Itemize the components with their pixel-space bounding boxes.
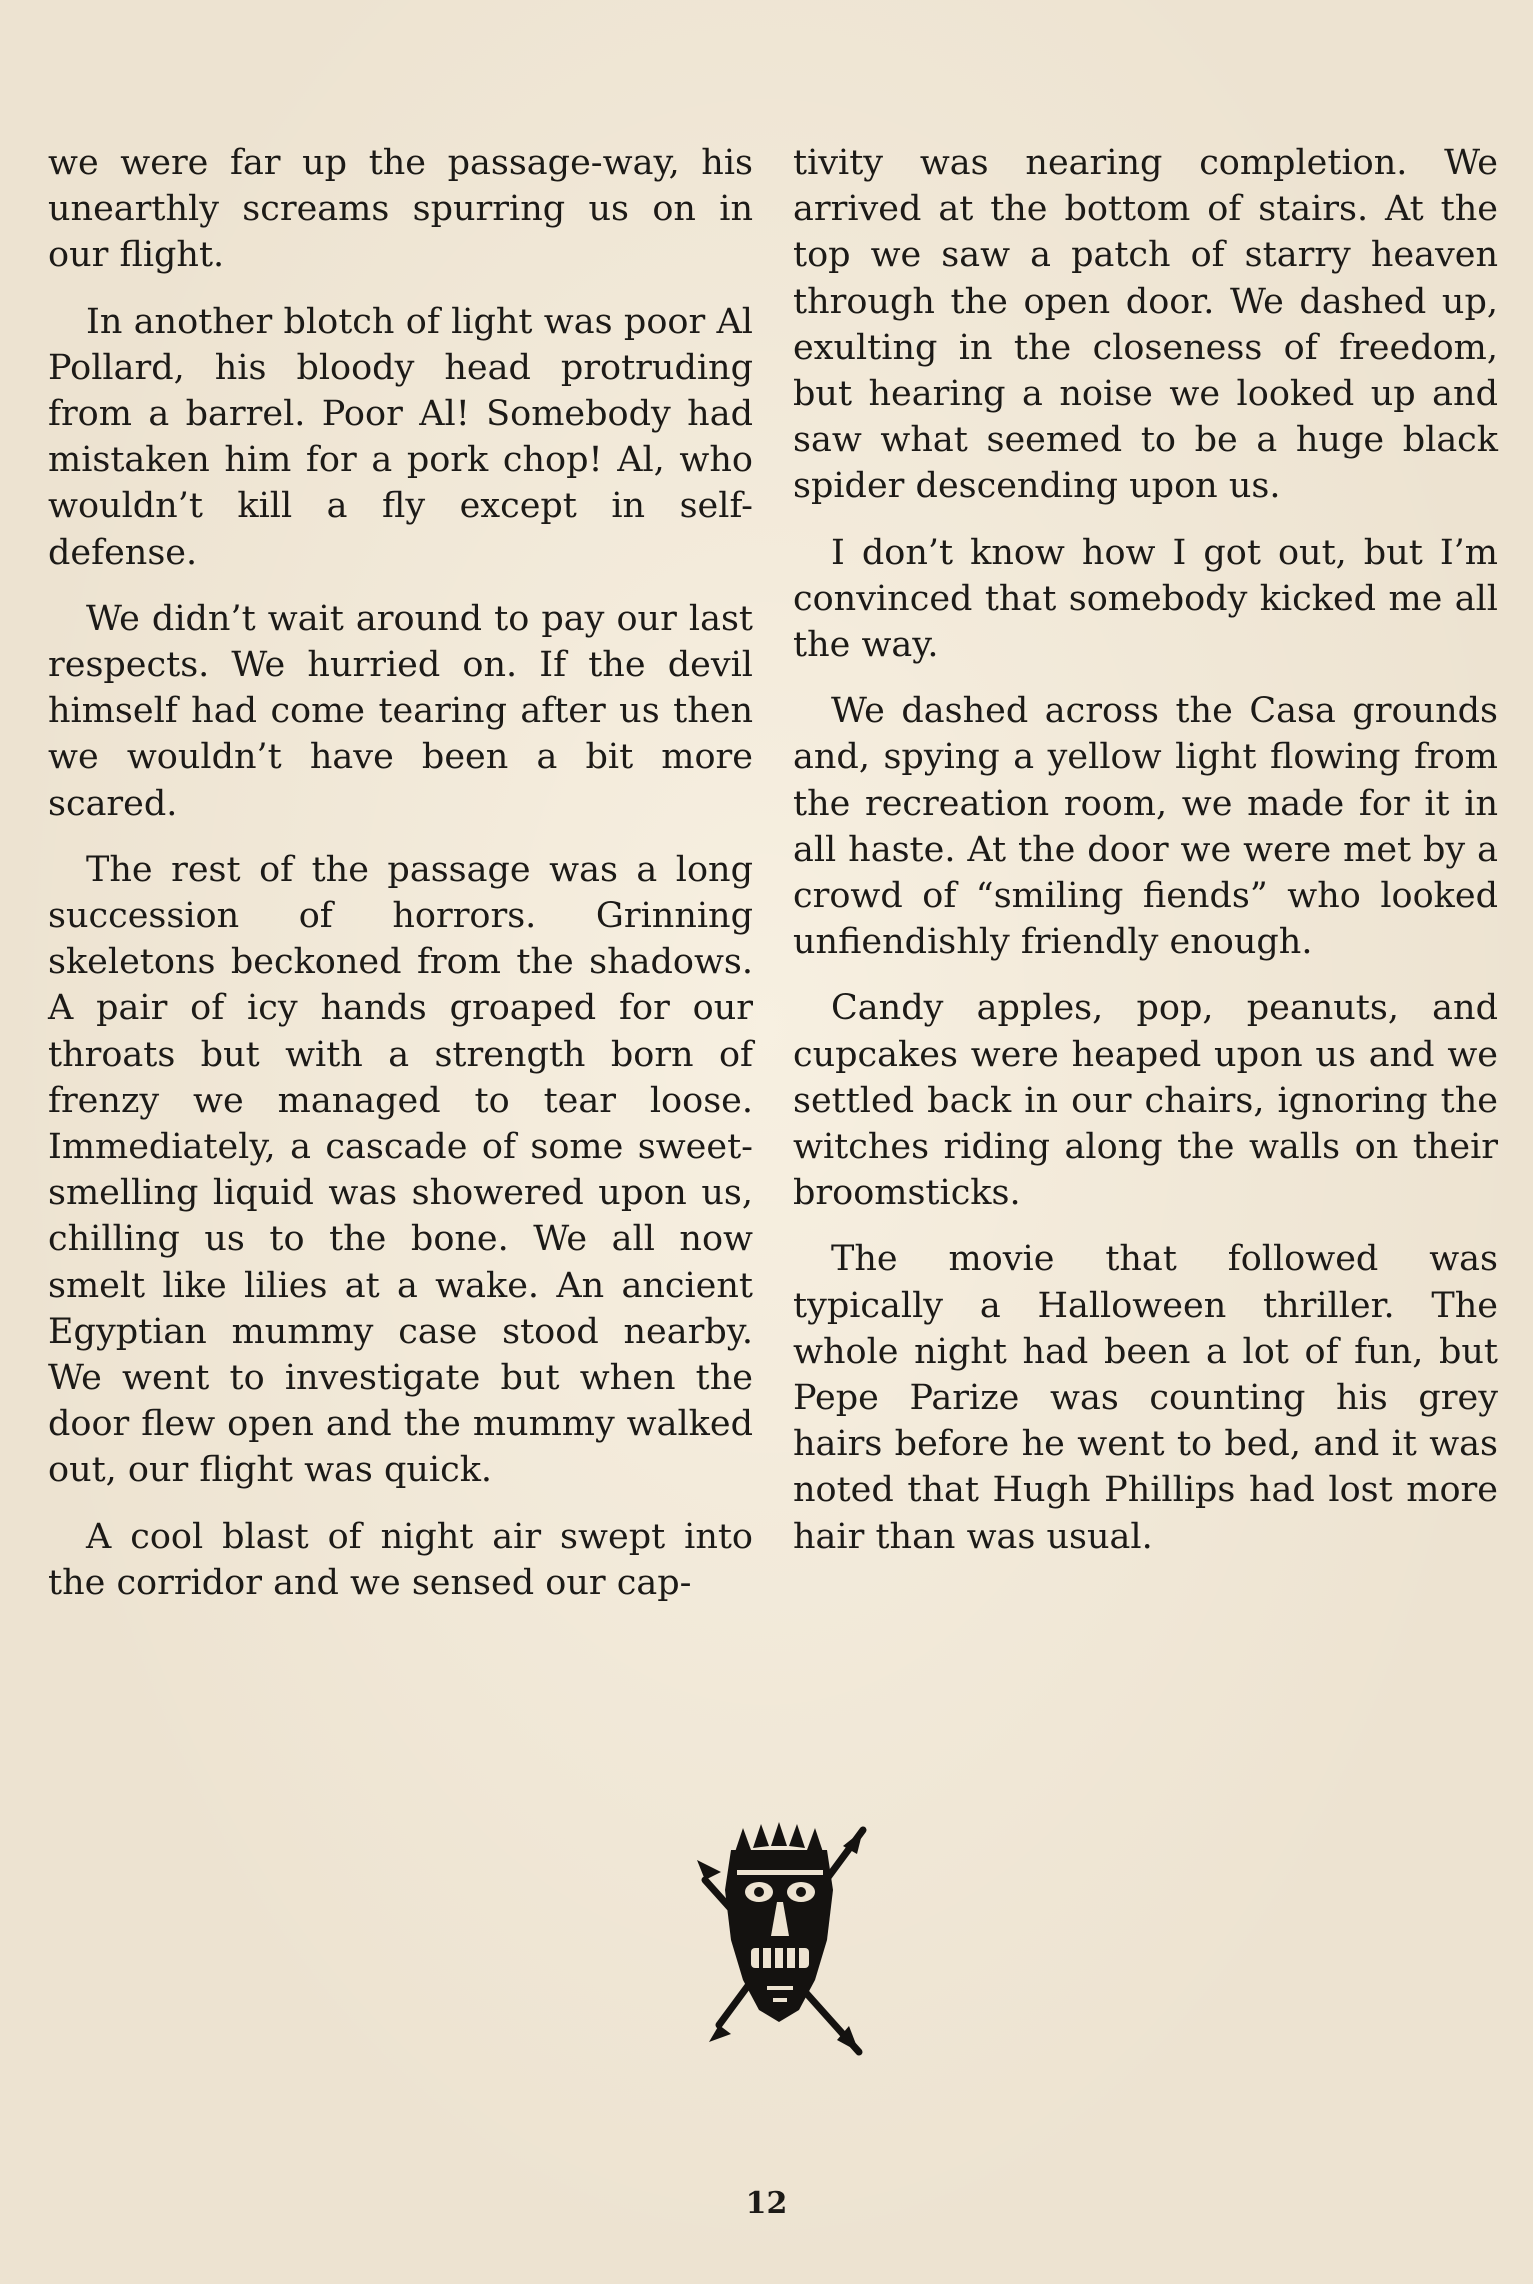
paragraph: We dashed across the Casa grounds and, spying a yellow light flowing from the recreation room, we made for it in all haste. At the door we were met by a crowd of “smiling fiends” who looked unfiendishly friendly enough. xyxy=(793,691,1498,963)
paragraph: tivity was nearing completion. We arrived at the bottom of stairs. At the top we saw a patch of starry heaven through the open door. We dashed up, exulting in the closeness of freedom, but hearing a noise we looked up and saw what seemed to be a huge black spider descending upon us. xyxy=(793,143,1498,507)
tiki-mask-with-crossed-spears-icon xyxy=(687,1820,877,2070)
left-text-column xyxy=(48,140,753,1626)
paragraph: In another blotch of light was poor Al Pollard, his bloody head protruding from a barrel. Poor Al! Somebody had mistaken him for a pork chop! Al, who wouldn’t kill a fly except in self-defense. xyxy=(48,301,753,573)
paragraph: Candy apples, pop, peanuts, and cupcakes were heaped upon us and we settled back in our chairs, ignoring the witches riding along the walls on their broomsticks. xyxy=(793,988,1498,1214)
paragraph: The movie that followed was typically a Halloween thriller. The whole night had been a lot of fun, but Pepe Parize was counting his grey hairs before he went to bed, and it was noted that Hugh Phillips had lost more hair than was usual. xyxy=(793,1239,1498,1557)
right-text-column xyxy=(793,140,1498,1580)
paragraph: I don’t know how I got out, but I’m convinced that somebody kicked me all the way. xyxy=(793,532,1498,666)
paragraph: A cool blast of night air swept into the corridor and we sensed our cap- xyxy=(48,1516,753,1603)
paragraph: We didn’t wait around to pay our last respects. We hurried on. If the devil himself had come tearing after us then we wouldn’t have been a bit more scared. xyxy=(48,598,753,824)
paragraph: we were far up the passage-way, his unearthly screams spurring us on in our flight. xyxy=(48,143,753,276)
page-number: 12 xyxy=(745,2186,788,2221)
paragraph: The rest of the passage was a long succession of horrors. Grinning skeletons beckoned from the shadows. A pair of icy hands groaped for our throats but with a strength born of frenzy we managed to tear loose. Immediately, a cascade of some sweet-smelling liquid was showered upon us, chilling us to the bone. We all now smelt like lilies at a wake. An ancient Egyptian mummy case stood nearby. We went to investigate but when the door flew open and the mummy walked out, our flight was quick. xyxy=(48,849,753,1491)
